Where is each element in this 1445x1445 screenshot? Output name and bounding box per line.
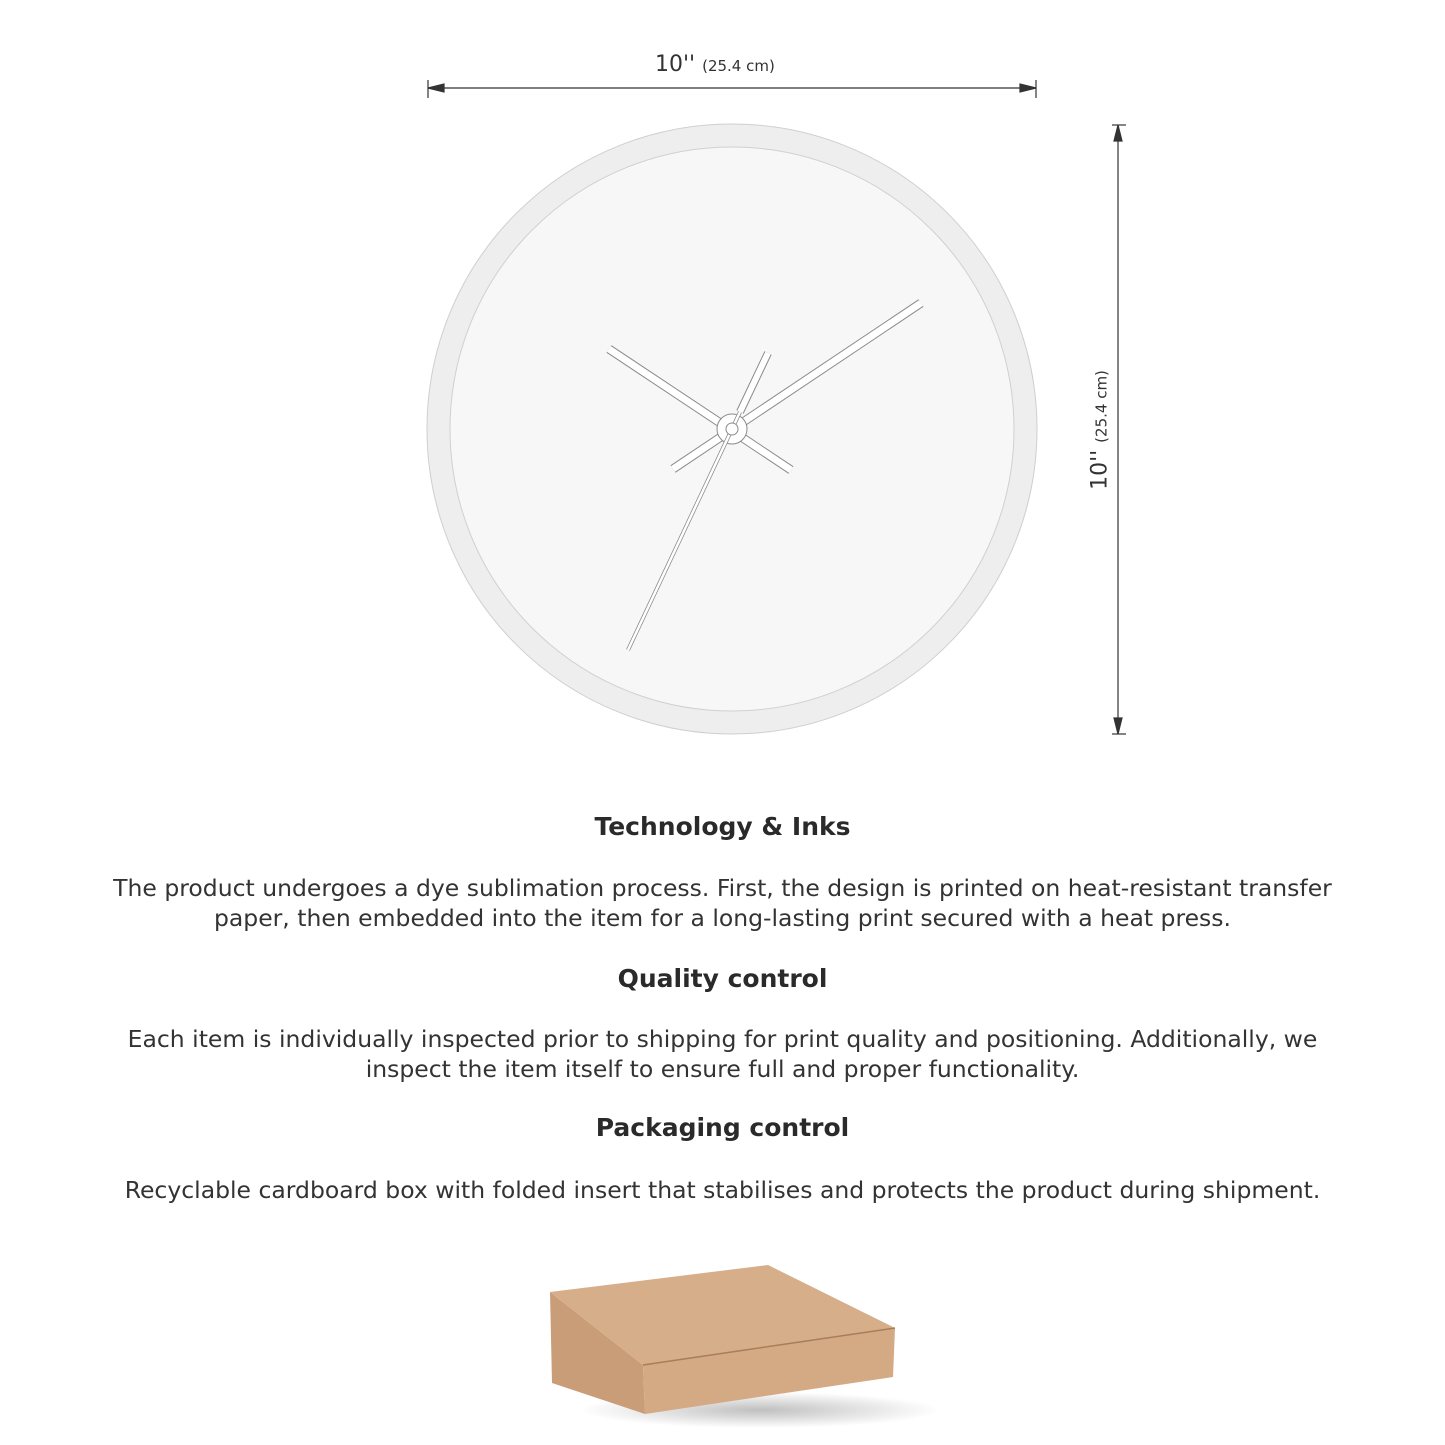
height-cm: (25.4 cm)	[1092, 370, 1111, 443]
technology-section	[0, 812, 1445, 841]
body-line: inspect the item itself to ensure full and proper functionality.	[365, 1055, 1080, 1083]
technology-text	[0, 873, 1445, 933]
body-line: Recyclable cardboard box with folded insert that stabilises and protects the product during shipment.	[124, 1176, 1321, 1204]
packaging-text	[0, 1175, 1445, 1205]
height-inches: 10''	[1087, 449, 1113, 490]
section-heading: Technology & Inks	[594, 812, 851, 841]
packaging-section	[0, 1113, 1445, 1142]
width-dimension-line	[428, 80, 1036, 98]
wall-clock	[427, 124, 1037, 734]
width-label	[655, 52, 775, 77]
quality-text	[0, 1024, 1445, 1084]
body-line: The product undergoes a dye sublimation process. First, the design is printed on heat-resistant transfer	[113, 874, 1332, 902]
body-line: Each item is individually inspected prior to shipping for print quality and positioning. Additionally, we	[127, 1025, 1318, 1053]
height-label	[1088, 370, 1113, 490]
section-heading: Packaging control	[595, 1113, 850, 1142]
width-cm: (25.4 cm)	[702, 57, 775, 75]
width-inches: 10''	[655, 52, 696, 77]
section-heading: Quality control	[617, 964, 828, 993]
quality-section	[0, 964, 1445, 993]
height-dimension-line	[1112, 125, 1126, 734]
body-line: paper, then embedded into the item for a long-lasting print secured with a heat press.	[213, 904, 1232, 932]
cardboard-box	[550, 1265, 940, 1428]
